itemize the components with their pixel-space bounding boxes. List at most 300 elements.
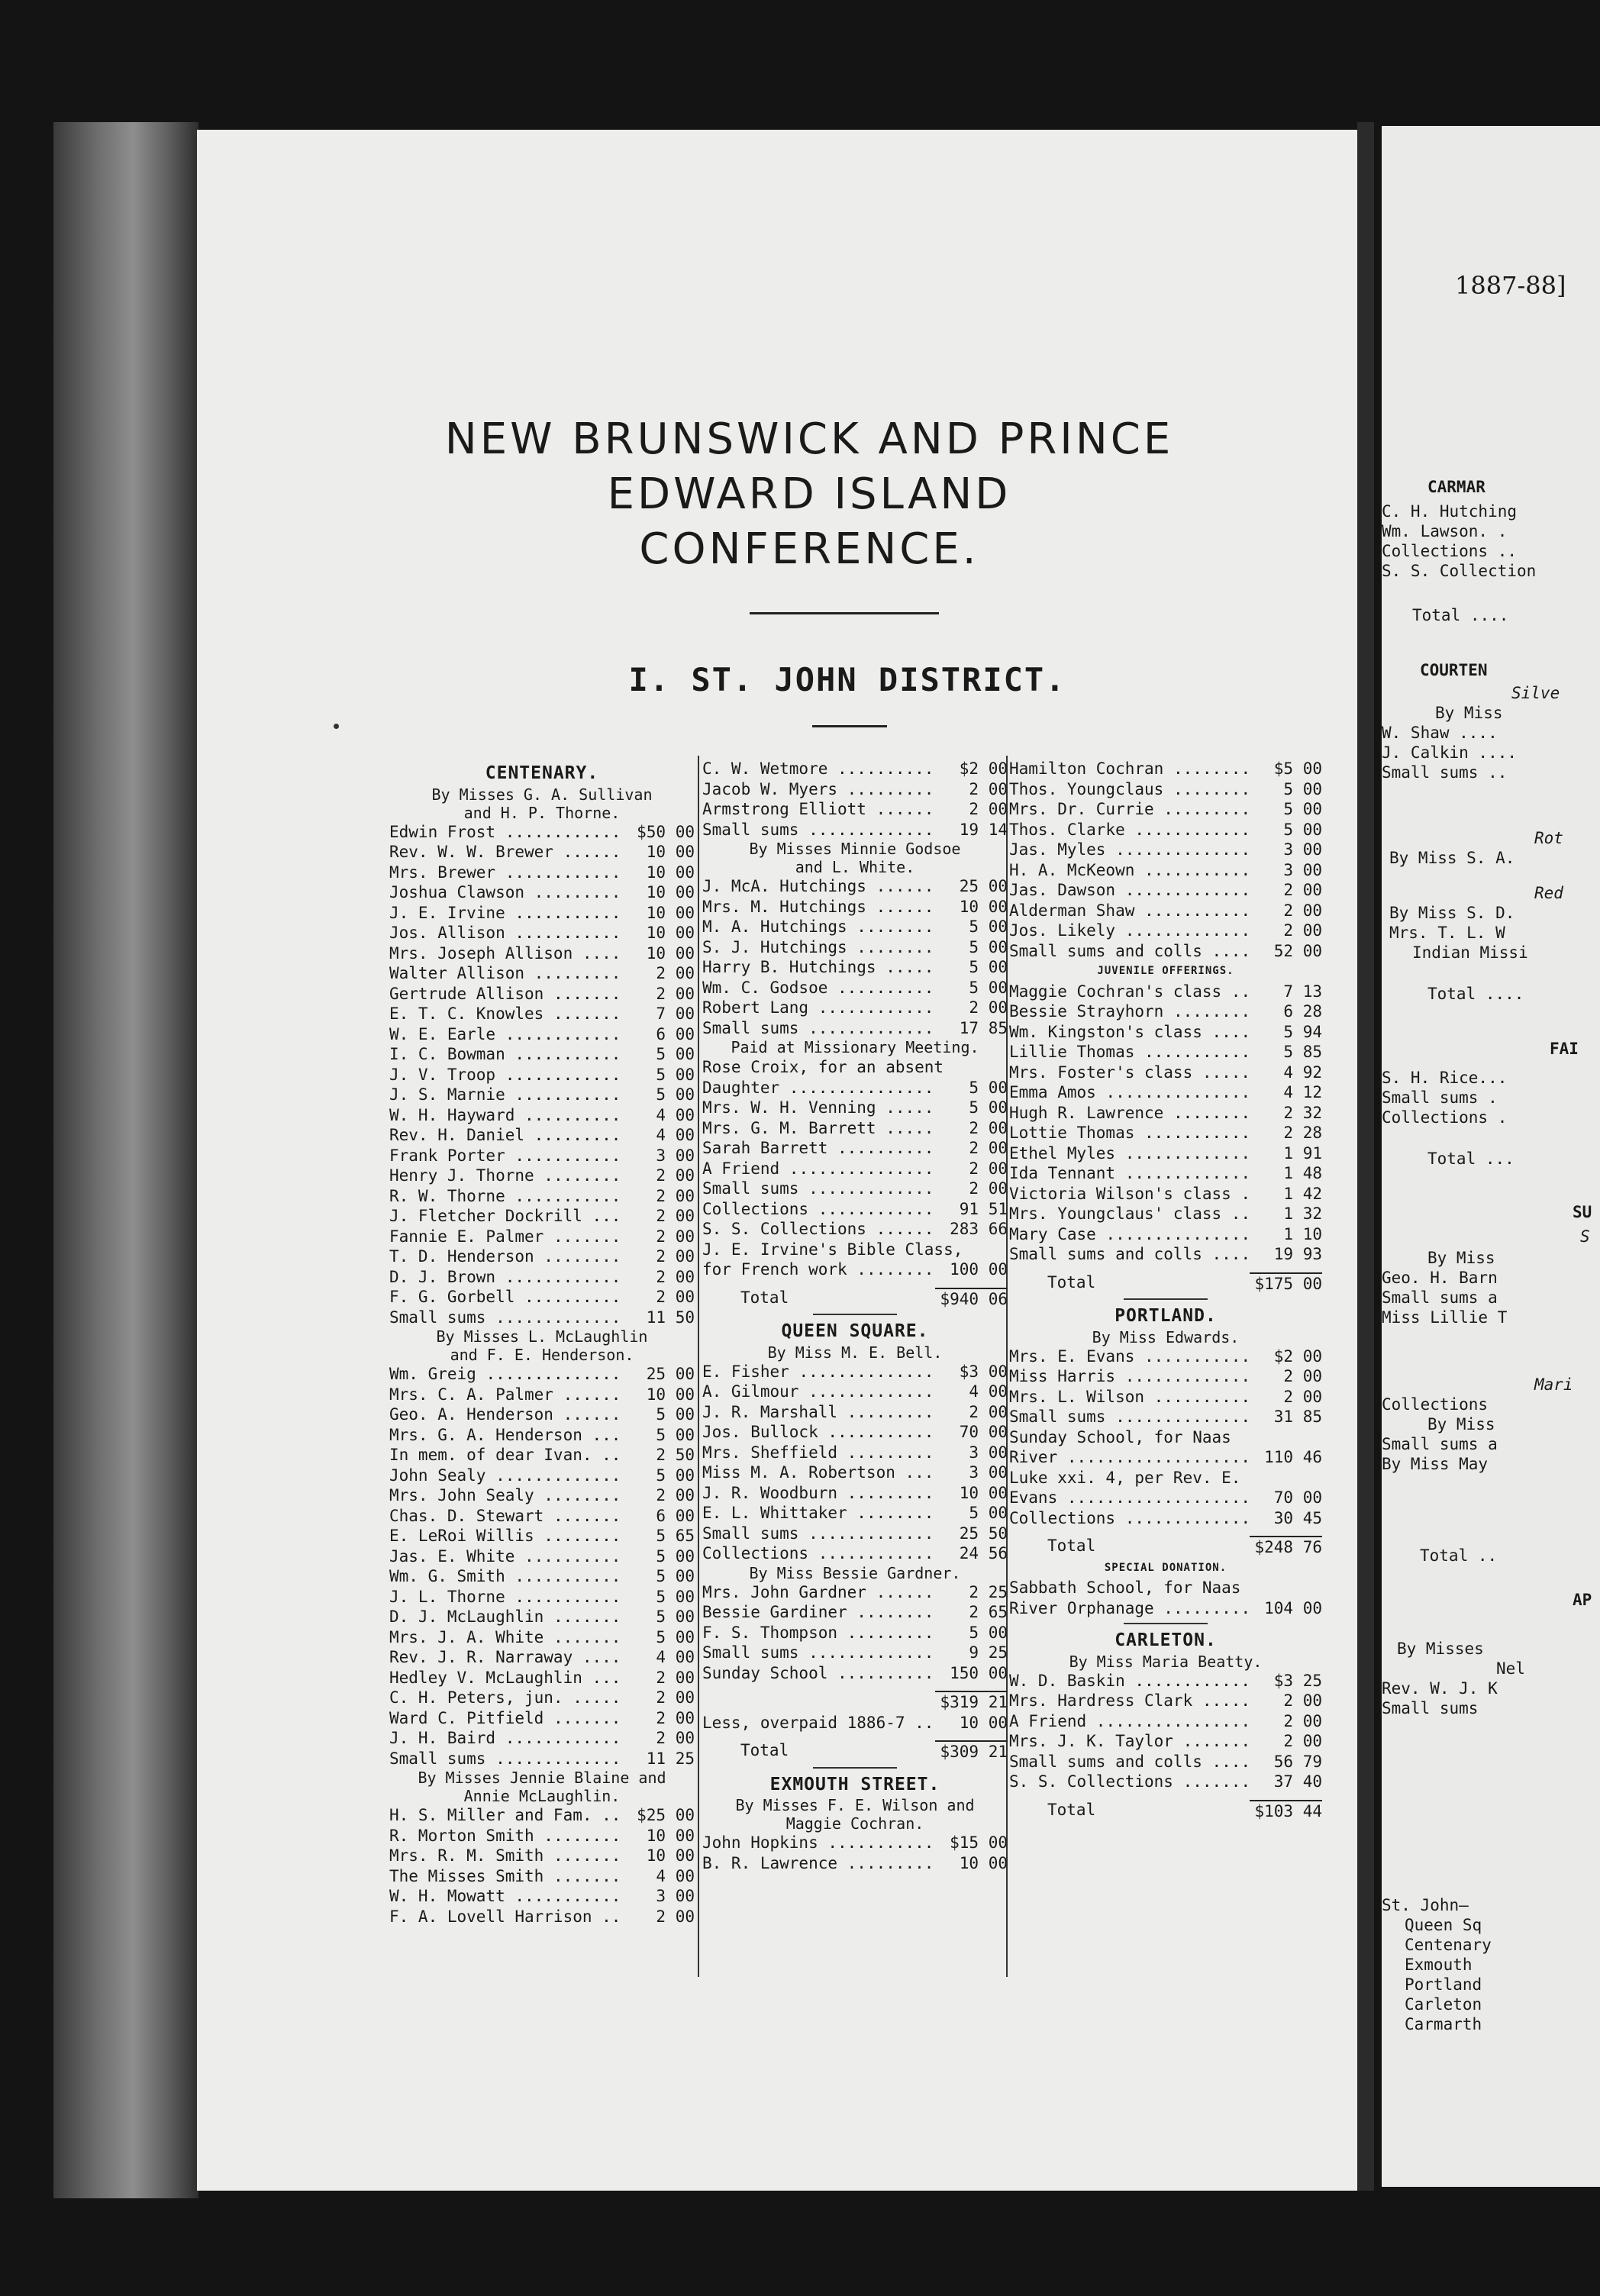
right-page-line: Small sums .. bbox=[1382, 763, 1508, 782]
contribution-amount: 52 00 bbox=[1273, 941, 1322, 960]
contribution-row bbox=[702, 1643, 1008, 1663]
contributor-name: Mrs. Dr. Currie ..... bbox=[1009, 799, 1252, 820]
contribution-amount: 2 00 bbox=[969, 1118, 1008, 1137]
contributor-name: Mrs. J. A. White ..... bbox=[389, 1627, 624, 1648]
contributor-name: R. Morton Smith ..... bbox=[389, 1826, 624, 1846]
contributor-name: Collections ..... bbox=[1009, 1508, 1252, 1529]
conference-title-line-2: EDWARD ISLAND bbox=[607, 469, 1011, 519]
contribution-amount: 2 00 bbox=[656, 1267, 695, 1286]
contribution-row bbox=[389, 963, 695, 984]
contribution-amount: 6 28 bbox=[1283, 1002, 1322, 1021]
contributor-name: J. E. Irvine ..... bbox=[389, 903, 624, 924]
contribution-amount: 10 00 bbox=[646, 1385, 695, 1404]
collector-line: and F. E. Henderson. bbox=[450, 1346, 634, 1364]
contributor-name: Collections ..... bbox=[702, 1199, 937, 1220]
contribution-row bbox=[702, 1524, 1008, 1544]
contribution-row bbox=[389, 943, 695, 964]
contribution-row bbox=[389, 1186, 695, 1207]
right-page-line: Rev. W. J. K bbox=[1382, 1679, 1498, 1698]
right-page-line: COURTEN bbox=[1420, 661, 1488, 679]
contribution-row bbox=[702, 1402, 1008, 1423]
contribution-amount: 2 00 bbox=[656, 1207, 695, 1225]
entry-note: Sabbath School, for Naas bbox=[1009, 1578, 1241, 1597]
contributor-name: Small sums ..... bbox=[702, 1524, 937, 1544]
contribution-row bbox=[389, 1749, 695, 1769]
contribution-amount: 5 00 bbox=[969, 1504, 1008, 1522]
contributor-name: Rev. W. W. Brewer ..... bbox=[389, 842, 624, 863]
contribution-row bbox=[702, 1663, 1008, 1684]
contribution-amount: $15 00 bbox=[950, 1833, 1008, 1852]
contributor-name: Mrs. John Gardner ..... bbox=[702, 1582, 937, 1603]
right-page-line: By Miss S. D. bbox=[1389, 904, 1515, 922]
right-page-line: Small sums a bbox=[1382, 1435, 1498, 1453]
right-page-line: By Miss bbox=[1427, 1249, 1495, 1267]
contribution-amount: 10 00 bbox=[959, 1483, 1008, 1502]
section-heading: QUEEN SQUARE. bbox=[781, 1321, 929, 1341]
contribution-amount: 2 00 bbox=[969, 1179, 1008, 1198]
contributor-name: Thos. Clarke ..... bbox=[1009, 820, 1252, 840]
contributor-name: Mrs. C. A. Palmer ..... bbox=[389, 1385, 624, 1405]
right-page-line: Small sums bbox=[1382, 1699, 1479, 1717]
right-page-line: J. Calkin .... bbox=[1382, 743, 1518, 762]
entry-note: Luke xxi. 4, per Rev. E. bbox=[1009, 1468, 1241, 1487]
contributor-name: River ..... bbox=[1009, 1447, 1252, 1468]
contribution-amount: 5 00 bbox=[969, 958, 1008, 976]
contribution-amount: 2 50 bbox=[656, 1446, 695, 1464]
contributor-name: J. Fletcher Dockrill ..... bbox=[389, 1206, 624, 1227]
contribution-amount: 5 00 bbox=[656, 1608, 695, 1626]
contributor-name: Mrs. Joseph Allison ..... bbox=[389, 943, 624, 964]
total-amount: $103 44 bbox=[1250, 1800, 1322, 1822]
right-page-line: C. H. Hutching bbox=[1382, 502, 1518, 521]
contribution-amount: 2 00 bbox=[656, 1288, 695, 1306]
contribution-amount: 2 00 bbox=[656, 1247, 695, 1266]
contribution-row bbox=[702, 978, 1008, 998]
contribution-amount: 5 00 bbox=[656, 1567, 695, 1585]
contributor-name: B. R. Lawrence ..... bbox=[702, 1853, 937, 1874]
contribution-row bbox=[389, 1866, 695, 1887]
right-page-line: Collections bbox=[1382, 1395, 1489, 1414]
right-page-line: Indian Missi bbox=[1412, 943, 1528, 962]
contribution-amount: 5 00 bbox=[969, 917, 1008, 936]
contribution-amount: 5 00 bbox=[969, 1078, 1008, 1097]
contribution-row bbox=[702, 1623, 1008, 1643]
right-page bbox=[1382, 126, 1600, 2187]
contributor-name: Lottie Thomas ..... bbox=[1009, 1123, 1252, 1143]
contribution-row bbox=[702, 1853, 1008, 1874]
contribution-row bbox=[389, 1728, 695, 1749]
contributor-name: J. McA. Hutchings ..... bbox=[702, 876, 937, 897]
contribution-row bbox=[389, 1206, 695, 1227]
contributor-name: Collections ..... bbox=[702, 1543, 937, 1564]
contributor-name: Wm. Greig ..... bbox=[389, 1364, 624, 1385]
contributor-name: for French work ..... bbox=[702, 1259, 937, 1280]
contribution-row bbox=[1009, 1063, 1322, 1083]
contributor-name: Frank Porter ..... bbox=[389, 1146, 624, 1166]
right-page-year: 1887-88] bbox=[1455, 271, 1566, 300]
contribution-amount: 5 00 bbox=[656, 1587, 695, 1606]
right-page-line: Rot bbox=[1534, 829, 1563, 847]
total-amount: $940 06 bbox=[935, 1288, 1008, 1310]
contribution-amount: 10 00 bbox=[646, 863, 695, 882]
right-page-line: Collections . bbox=[1382, 1108, 1508, 1127]
contributor-name: Jas. E. White ..... bbox=[389, 1546, 624, 1567]
collector-line: By Misses F. E. Wilson and bbox=[735, 1796, 975, 1814]
contribution-row bbox=[389, 1668, 695, 1688]
contribution-amount: 5 00 bbox=[656, 1405, 695, 1424]
contribution-row bbox=[1009, 1772, 1322, 1792]
contributor-name: Hamilton Cochran ..... bbox=[1009, 759, 1252, 779]
contribution-row bbox=[702, 937, 1008, 958]
contribution-row bbox=[389, 1846, 695, 1866]
contribution-row bbox=[389, 1445, 695, 1466]
column-2 bbox=[702, 759, 1008, 1873]
contribution-row bbox=[389, 1004, 695, 1024]
contribution-amount: 3 00 bbox=[1283, 840, 1322, 859]
contribution-amount: 2 00 bbox=[656, 1907, 695, 1926]
contribution-row bbox=[389, 1526, 695, 1546]
contribution-amount: 11 50 bbox=[646, 1308, 695, 1327]
contribution-amount: 19 93 bbox=[1273, 1245, 1322, 1263]
total-row bbox=[1009, 1795, 1322, 1822]
contribution-amount: 2 00 bbox=[656, 984, 695, 1003]
contribution-amount: 4 12 bbox=[1283, 1083, 1322, 1101]
contributor-name: Mrs. Hardress Clark ..... bbox=[1009, 1691, 1252, 1711]
contribution-row bbox=[702, 1833, 1008, 1853]
entry-note: J. E. Irvine's Bible Class, bbox=[702, 1240, 963, 1259]
contribution-amount: $50 00 bbox=[637, 822, 695, 841]
contribution-amount: 2 00 bbox=[1283, 901, 1322, 920]
contributor-name: Gertrude Allison ..... bbox=[389, 984, 624, 1004]
contributor-name: Mrs. E. Evans ..... bbox=[1009, 1346, 1252, 1367]
section-heading: CENTENARY. bbox=[485, 763, 599, 783]
contributor-name: Ida Tennant ..... bbox=[1009, 1163, 1252, 1184]
right-page-line: By Miss May bbox=[1382, 1455, 1489, 1473]
contribution-row bbox=[389, 1125, 695, 1146]
collector-line: By Miss Maria Beatty. bbox=[1069, 1652, 1263, 1671]
contribution-amount: 5 00 bbox=[1283, 779, 1322, 798]
contributor-name: Small sums and colls ..... bbox=[1009, 941, 1252, 962]
contribution-amount: 70 00 bbox=[1273, 1488, 1322, 1507]
contributor-name: M. A. Hutchings ..... bbox=[702, 917, 937, 937]
right-page-line: Miss Lillie T bbox=[1382, 1308, 1508, 1327]
collector-line: and L. White. bbox=[795, 858, 915, 876]
contribution-row bbox=[702, 1259, 1008, 1280]
contributor-name: F. G. Gorbell ..... bbox=[389, 1287, 624, 1308]
section-heading: CARLETON. bbox=[1115, 1630, 1217, 1650]
contributor-name: Alderman Shaw ..... bbox=[1009, 901, 1252, 921]
contribution-row bbox=[702, 779, 1008, 800]
contribution-row bbox=[1009, 1163, 1322, 1184]
contribution-amount: $25 00 bbox=[637, 1806, 695, 1824]
contributor-name: John Hopkins ..... bbox=[702, 1833, 937, 1853]
right-page-line: Exmouth bbox=[1405, 1956, 1473, 1974]
contributor-name: Less, overpaid 1886-7 ..... bbox=[702, 1713, 937, 1733]
total-row bbox=[1009, 1268, 1322, 1295]
contribution-row bbox=[1009, 1204, 1322, 1224]
total-row bbox=[702, 1283, 1008, 1310]
contribution-row bbox=[389, 1466, 695, 1486]
contributor-name: Jos. Bullock ..... bbox=[702, 1422, 937, 1443]
contributor-name: Bessie Gardiner ..... bbox=[702, 1602, 937, 1623]
contribution-row bbox=[1009, 1731, 1322, 1752]
contribution-row bbox=[1009, 1598, 1322, 1619]
contributor-name: H. S. Miller and Fam. ..... bbox=[389, 1805, 624, 1826]
contribution-amount: 5 00 bbox=[1283, 800, 1322, 818]
contributor-name: Wm. C. Godsoe ..... bbox=[702, 978, 937, 998]
right-page-line: St. John— bbox=[1382, 1896, 1469, 1914]
contribution-row bbox=[389, 1044, 695, 1065]
right-page-line: Geo. H. Barn bbox=[1382, 1269, 1498, 1287]
contribution-row bbox=[1009, 1671, 1322, 1691]
contributor-name: Small sums ..... bbox=[702, 1018, 937, 1039]
contributor-name: Sarah Barrett ..... bbox=[702, 1138, 937, 1159]
contribution-row bbox=[1009, 1123, 1322, 1143]
contribution-amount: 6 00 bbox=[656, 1506, 695, 1525]
right-page-line: Silve bbox=[1511, 684, 1560, 702]
contributor-name: The Misses Smith ..... bbox=[389, 1866, 624, 1887]
contributor-name: D. J. McLaughlin ..... bbox=[389, 1607, 624, 1627]
contributor-name: W. E. Earle ..... bbox=[389, 1024, 624, 1045]
contribution-row bbox=[1009, 1407, 1322, 1427]
contribution-amount: 56 79 bbox=[1273, 1752, 1322, 1771]
contributor-name: S. S. Collections ..... bbox=[1009, 1772, 1252, 1792]
contributor-name: E. T. C. Knowles ..... bbox=[389, 1004, 624, 1024]
contribution-row bbox=[389, 1227, 695, 1247]
contribution-row bbox=[1009, 1447, 1322, 1468]
contributor-name: Edwin Frost ..... bbox=[389, 822, 624, 843]
contributor-name: W. H. Mowatt ..... bbox=[389, 1886, 624, 1907]
contribution-row bbox=[702, 1018, 1008, 1039]
contribution-amount: 10 00 bbox=[959, 1853, 1008, 1872]
district-rule bbox=[812, 725, 887, 727]
contributor-name: Victoria Wilson's class ..... bbox=[1009, 1184, 1252, 1204]
contribution-amount: 4 00 bbox=[969, 1382, 1008, 1401]
right-page-line: By Miss bbox=[1427, 1415, 1495, 1433]
contributor-name: Lillie Thomas ..... bbox=[1009, 1042, 1252, 1063]
contributor-name: E. LeRoi Willis ..... bbox=[389, 1526, 624, 1546]
column-1 bbox=[389, 759, 695, 1927]
contribution-row bbox=[389, 1805, 695, 1826]
collector-line: By Misses Jennie Blaine and bbox=[418, 1769, 666, 1787]
right-page-line: Nel bbox=[1496, 1659, 1525, 1678]
contribution-row bbox=[389, 1404, 695, 1425]
contributor-name: C. W. Wetmore ..... bbox=[702, 759, 937, 779]
contribution-row bbox=[389, 863, 695, 883]
total-label: Total bbox=[1047, 1537, 1096, 1555]
contributor-name: Small sums and colls ..... bbox=[1009, 1752, 1252, 1772]
contributor-name: Maggie Cochran's class ..... bbox=[1009, 982, 1252, 1002]
contributor-name: Miss Harris ..... bbox=[1009, 1366, 1252, 1387]
contributor-name: Emma Amos ..... bbox=[1009, 1082, 1252, 1103]
contribution-amount: 5 00 bbox=[969, 1098, 1008, 1117]
contribution-row bbox=[702, 1602, 1008, 1623]
contribution-amount: 10 00 bbox=[646, 903, 695, 922]
contribution-amount: 25 00 bbox=[959, 877, 1008, 895]
contribution-amount: 2 00 bbox=[969, 779, 1008, 798]
contribution-row bbox=[702, 1503, 1008, 1524]
contribution-row bbox=[1009, 779, 1322, 800]
contribution-amount: 1 10 bbox=[1283, 1224, 1322, 1243]
contribution-row bbox=[389, 1546, 695, 1567]
contributor-name: Daughter ..... bbox=[702, 1078, 937, 1098]
contributor-name: Chas. D. Stewart ..... bbox=[389, 1506, 624, 1527]
contribution-amount: 2 00 bbox=[1283, 1711, 1322, 1730]
contribution-row bbox=[1009, 1001, 1322, 1022]
contribution-row bbox=[702, 1179, 1008, 1199]
contributor-name: F. S. Thompson ..... bbox=[702, 1623, 937, 1643]
contributor-name: Mrs. Youngclaus' class ..... bbox=[1009, 1204, 1252, 1224]
contribution-amount: 7 00 bbox=[656, 1004, 695, 1023]
collector-line: Maggie Cochran. bbox=[785, 1814, 924, 1833]
subsection-line: Paid at Missionary Meeting. bbox=[731, 1038, 979, 1056]
contribution-amount: 3 00 bbox=[969, 1463, 1008, 1482]
contributor-name: River Orphanage ..... bbox=[1009, 1598, 1252, 1619]
contribution-amount: 4 00 bbox=[656, 1105, 695, 1124]
contribution-amount: 10 00 bbox=[646, 883, 695, 901]
contributor-name: W. D. Baskin ..... bbox=[1009, 1671, 1252, 1691]
contributor-name: S. J. Hutchings ..... bbox=[702, 937, 937, 958]
total-row bbox=[702, 1736, 1008, 1762]
contributor-name: A Friend ..... bbox=[702, 1159, 937, 1179]
right-page-line: AP bbox=[1573, 1591, 1592, 1609]
contribution-row bbox=[702, 1199, 1008, 1220]
contribution-row bbox=[1009, 799, 1322, 820]
contribution-amount: 6 00 bbox=[656, 1024, 695, 1043]
contribution-row bbox=[702, 1582, 1008, 1603]
contribution-row bbox=[389, 1886, 695, 1907]
right-page-line: Collections .. bbox=[1382, 542, 1518, 560]
contribution-row bbox=[702, 1483, 1008, 1504]
margin-dot bbox=[334, 724, 339, 729]
column-3 bbox=[1009, 759, 1322, 1821]
contribution-row bbox=[389, 1267, 695, 1288]
contribution-amount: 2 00 bbox=[656, 1688, 695, 1707]
contribution-amount: 2 00 bbox=[1283, 1387, 1322, 1406]
contributor-name: J. H. Baird ..... bbox=[389, 1728, 624, 1749]
contributor-name: Robert Lang ..... bbox=[702, 998, 937, 1018]
contribution-amount: 3 00 bbox=[969, 1443, 1008, 1462]
section-heading: PORTLAND. bbox=[1115, 1306, 1217, 1326]
contribution-amount: 2 00 bbox=[1283, 1732, 1322, 1750]
contribution-row bbox=[389, 882, 695, 903]
contribution-row bbox=[1009, 820, 1322, 840]
contributor-name: Harry B. Hutchings ..... bbox=[702, 957, 937, 978]
contribution-amount: 10 00 bbox=[646, 1826, 695, 1845]
contribution-amount: 3 00 bbox=[656, 1887, 695, 1905]
contribution-amount: 5 00 bbox=[656, 1085, 695, 1104]
contributor-name: W. H. Hayward ..... bbox=[389, 1105, 624, 1126]
contribution-row bbox=[389, 1085, 695, 1105]
contribution-row bbox=[702, 799, 1008, 820]
contributor-name: Sunday School ..... bbox=[702, 1663, 937, 1684]
contribution-amount: 37 40 bbox=[1273, 1772, 1322, 1791]
contributor-name: Mrs. J. K. Taylor ..... bbox=[1009, 1731, 1252, 1752]
contribution-amount: 70 00 bbox=[959, 1423, 1008, 1441]
contributor-name: Jas. Dawson ..... bbox=[1009, 880, 1252, 901]
right-page-line: Centenary bbox=[1405, 1936, 1492, 1954]
contribution-amount: 2 00 bbox=[1283, 1691, 1322, 1710]
contribution-row bbox=[702, 1219, 1008, 1240]
title-rule bbox=[750, 612, 939, 614]
contribution-amount: 30 45 bbox=[1273, 1508, 1322, 1527]
right-page-line: Queen Sq bbox=[1405, 1916, 1482, 1934]
page-gutter bbox=[1357, 122, 1374, 2191]
contribution-amount: 2 00 bbox=[1283, 1367, 1322, 1385]
contribution-amount: 3 00 bbox=[1283, 860, 1322, 879]
total-row bbox=[702, 1686, 1008, 1713]
contribution-amount: 150 00 bbox=[950, 1663, 1008, 1682]
contribution-row bbox=[389, 1287, 695, 1308]
contribution-row bbox=[702, 1118, 1008, 1139]
contribution-row bbox=[702, 957, 1008, 978]
column-divider-1 bbox=[698, 756, 699, 1977]
contributor-name: Geo. A. Henderson ..... bbox=[389, 1404, 624, 1425]
contributor-name: E. Fisher ..... bbox=[702, 1362, 937, 1382]
contribution-amount: $3 00 bbox=[959, 1362, 1008, 1381]
contribution-row bbox=[702, 1078, 1008, 1098]
contributor-name: Small sums ..... bbox=[702, 1643, 937, 1663]
contribution-amount: 2 00 bbox=[656, 1486, 695, 1504]
contribution-amount: 2 00 bbox=[656, 1186, 695, 1205]
contribution-amount: 2 65 bbox=[969, 1603, 1008, 1621]
right-page-line: Mrs. T. L. W bbox=[1389, 924, 1505, 942]
contribution-amount: 10 00 bbox=[959, 1713, 1008, 1732]
right-page-line: By Misses bbox=[1397, 1640, 1484, 1658]
total-amount: $319 21 bbox=[935, 1691, 1008, 1713]
contribution-row bbox=[1009, 1103, 1322, 1124]
contribution-row bbox=[1009, 860, 1322, 881]
contribution-row bbox=[702, 1422, 1008, 1443]
contributor-name: Wm. Kingston's class ..... bbox=[1009, 1022, 1252, 1043]
contribution-amount: 2 28 bbox=[1283, 1124, 1322, 1142]
contribution-amount: 1 91 bbox=[1283, 1143, 1322, 1163]
contribution-amount: 24 56 bbox=[959, 1544, 1008, 1562]
contribution-amount: 2 00 bbox=[969, 998, 1008, 1017]
contributor-name: I. C. Bowman ..... bbox=[389, 1044, 624, 1065]
right-page-line: S bbox=[1580, 1227, 1590, 1246]
contributor-name: Hugh R. Lawrence ..... bbox=[1009, 1103, 1252, 1124]
contributor-name: A. Gilmour ..... bbox=[702, 1382, 937, 1402]
contribution-row bbox=[389, 923, 695, 943]
contribution-row bbox=[389, 984, 695, 1004]
total-label: Total bbox=[740, 1288, 789, 1307]
right-page-line: W. Shaw .... bbox=[1382, 724, 1498, 742]
contributor-name: Mrs. John Sealy ..... bbox=[389, 1485, 624, 1506]
right-page-line: Small sums a bbox=[1382, 1288, 1498, 1307]
contribution-row bbox=[1009, 1346, 1322, 1367]
right-page-line: Total .... bbox=[1412, 606, 1509, 624]
contribution-row bbox=[389, 1385, 695, 1405]
contributor-name: Mary Case ..... bbox=[1009, 1224, 1252, 1245]
contributor-name: Jacob W. Myers ..... bbox=[702, 779, 937, 800]
contribution-amount: 5 00 bbox=[969, 937, 1008, 956]
contributor-name: Mrs. Brewer ..... bbox=[389, 863, 624, 883]
total-label: Total bbox=[740, 1741, 789, 1759]
contributor-name: Fannie E. Palmer ..... bbox=[389, 1227, 624, 1247]
contribution-amount: 2 00 bbox=[969, 1139, 1008, 1157]
contribution-amount: 4 92 bbox=[1283, 1063, 1322, 1082]
contribution-amount: 5 00 bbox=[656, 1627, 695, 1646]
contribution-row bbox=[389, 1647, 695, 1668]
contribution-row bbox=[389, 1688, 695, 1708]
contributor-name: Jos. Likely ..... bbox=[1009, 921, 1252, 941]
subsection-caps-heading: JUVENILE OFFERINGS. bbox=[1097, 965, 1234, 977]
contribution-amount: 100 00 bbox=[950, 1260, 1008, 1279]
contribution-amount: 9 25 bbox=[969, 1643, 1008, 1662]
collector-line: By Misses G. A. Sullivan bbox=[431, 785, 653, 804]
contribution-amount: 2 32 bbox=[1283, 1103, 1322, 1122]
